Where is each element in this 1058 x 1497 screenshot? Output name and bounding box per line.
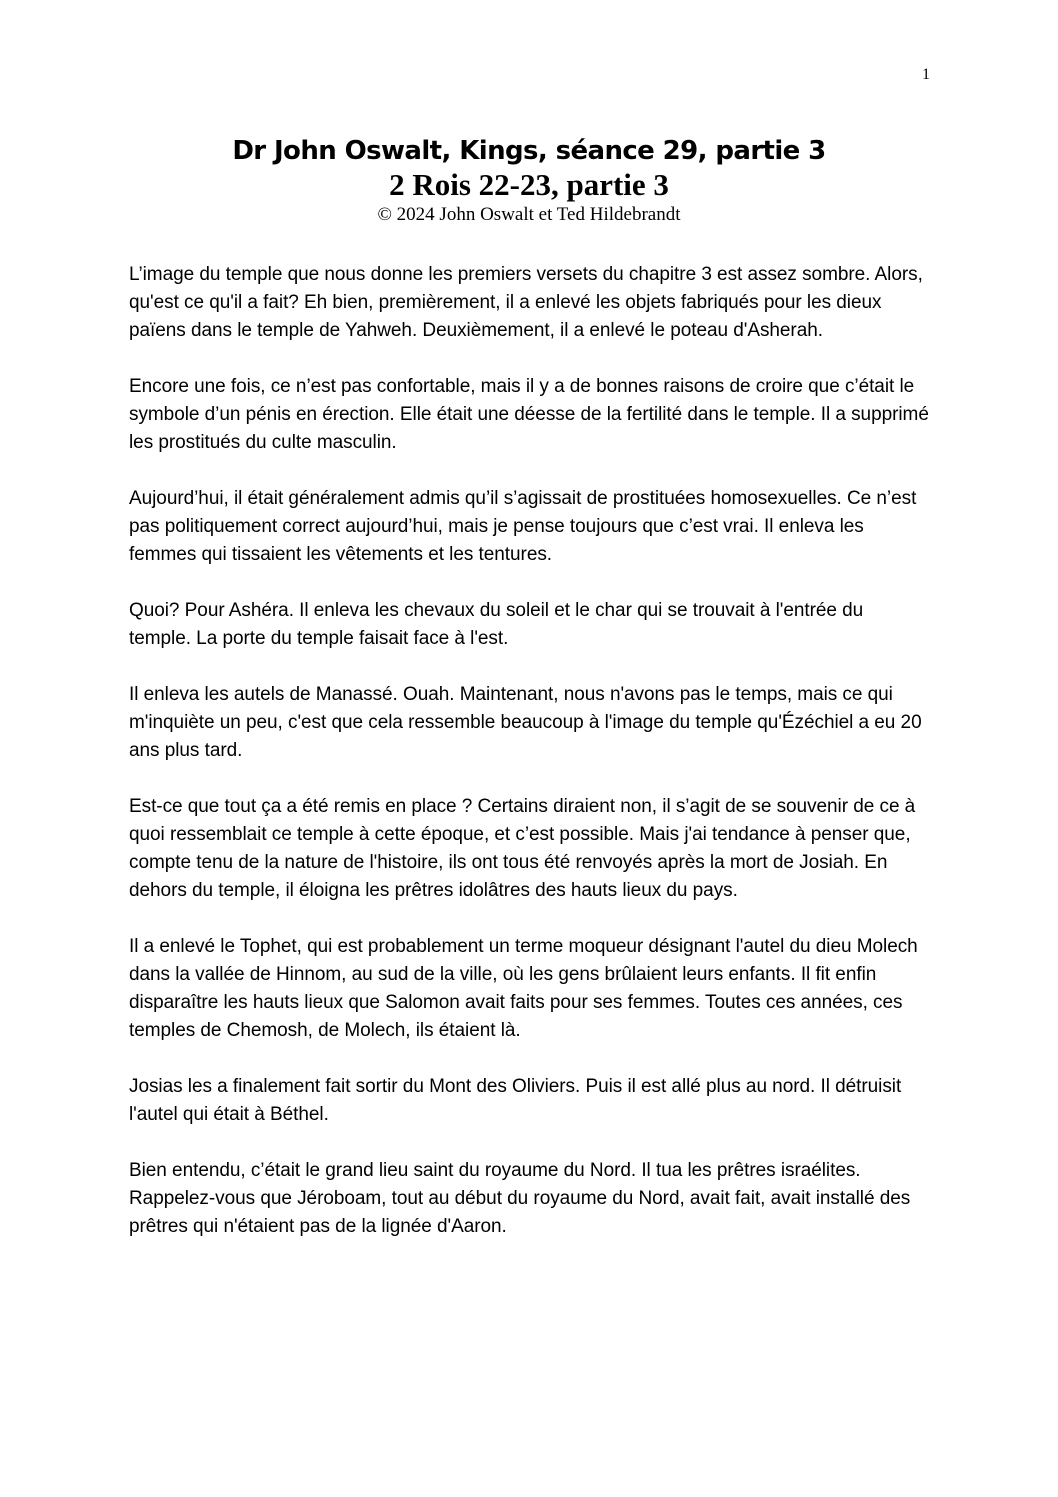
paragraph: Bien entendu, c’était le grand lieu saint du royaume du Nord. Il tua les prêtres israélites. Rappelez-vous que Jéroboam, tout au début du royaume du Nord, avait fait, avait installé des prêtres qui n'étaient pas de la lignée d'Aaron. (129, 1160, 911, 1237)
paragraph: Il a enlevé le Tophet, qui est probablement un terme moqueur désignant l'autel du dieu Molech dans la vallée de Hinnom, au sud de la ville, où les gens brûlaient leurs enfants. Il fit enfin disparaître les hauts lieux que Salomon avait faits pour ses femmes. Toutes ces années, ces temples de Chemosh, de Molech, ils étaient là. (129, 936, 918, 1041)
document-title: Dr John Oswalt, Kings, séance 29, partie 3 (232, 136, 826, 166)
paragraph: Encore une fois, ce n’est pas confortable, mais il y a de bonnes raisons de croire que c’était le symbole d’un pénis en érection. Elle était une déesse de la fertilité dans le temple. Il a supprimé les prostitués du culte masculin. (129, 376, 929, 453)
paragraph: Josias les a finalement fait sortir du Mont des Oliviers. Puis il est allé plus au nord. Il détruisit l'autel qui était à Béthel. (129, 1076, 902, 1125)
copyright-line: © 2024 John Oswalt et Ted Hildebrandt (377, 204, 681, 225)
document-subtitle: 2 Rois 22-23, partie 3 (389, 167, 669, 202)
document-body (129, 261, 929, 1241)
page-number: 1 (922, 66, 930, 83)
paragraph: Aujourd’hui, il était généralement admis qu’il s’agissait de prostituées homosexuelles. Ce n’est pas politiquement correct aujourd’hui, mais je pense toujours que c’est vrai. Il enleva les femmes qui tissaient les vêtements et les tentures. (129, 488, 917, 565)
paragraph: Est-ce que tout ça a été remis en place ? Certains diraient non, il s’agit de se souvenir de ce à quoi ressemblait ce temple à cette époque, et c’est possible. Mais j'ai tendance à penser que, compte tenu de la nature de l'histoire, ils ont tous été renvoyés après la mort de Josiah. En dehors du temple, il éloigna les prêtres idolâtres des hauts lieux du pays. (129, 796, 916, 901)
paragraph: L’image du temple que nous donne les premiers versets du chapitre 3 est assez sombre. Alors, qu'est ce qu'il a fait? Eh bien, premièrement, il a enlevé les objets fabriqués pour les dieux païens dans le temple de Yahweh. Deuxièmement, il a enlevé le poteau d'Asherah. (129, 264, 923, 341)
document-header (0, 133, 1058, 227)
paragraph: Il enleva les autels de Manassé. Ouah. Maintenant, nous n'avons pas le temps, mais ce qui m'inquiète un peu, c'est que cela ressemble beaucoup à l'image du temple qu'Ézéchiel a eu 20 ans plus tard. (129, 684, 922, 761)
paragraph: Quoi? Pour Ashéra. Il enleva les chevaux du soleil et le char qui se trouvait à l'entrée du temple. La porte du temple faisait face à l'est. (129, 600, 864, 649)
